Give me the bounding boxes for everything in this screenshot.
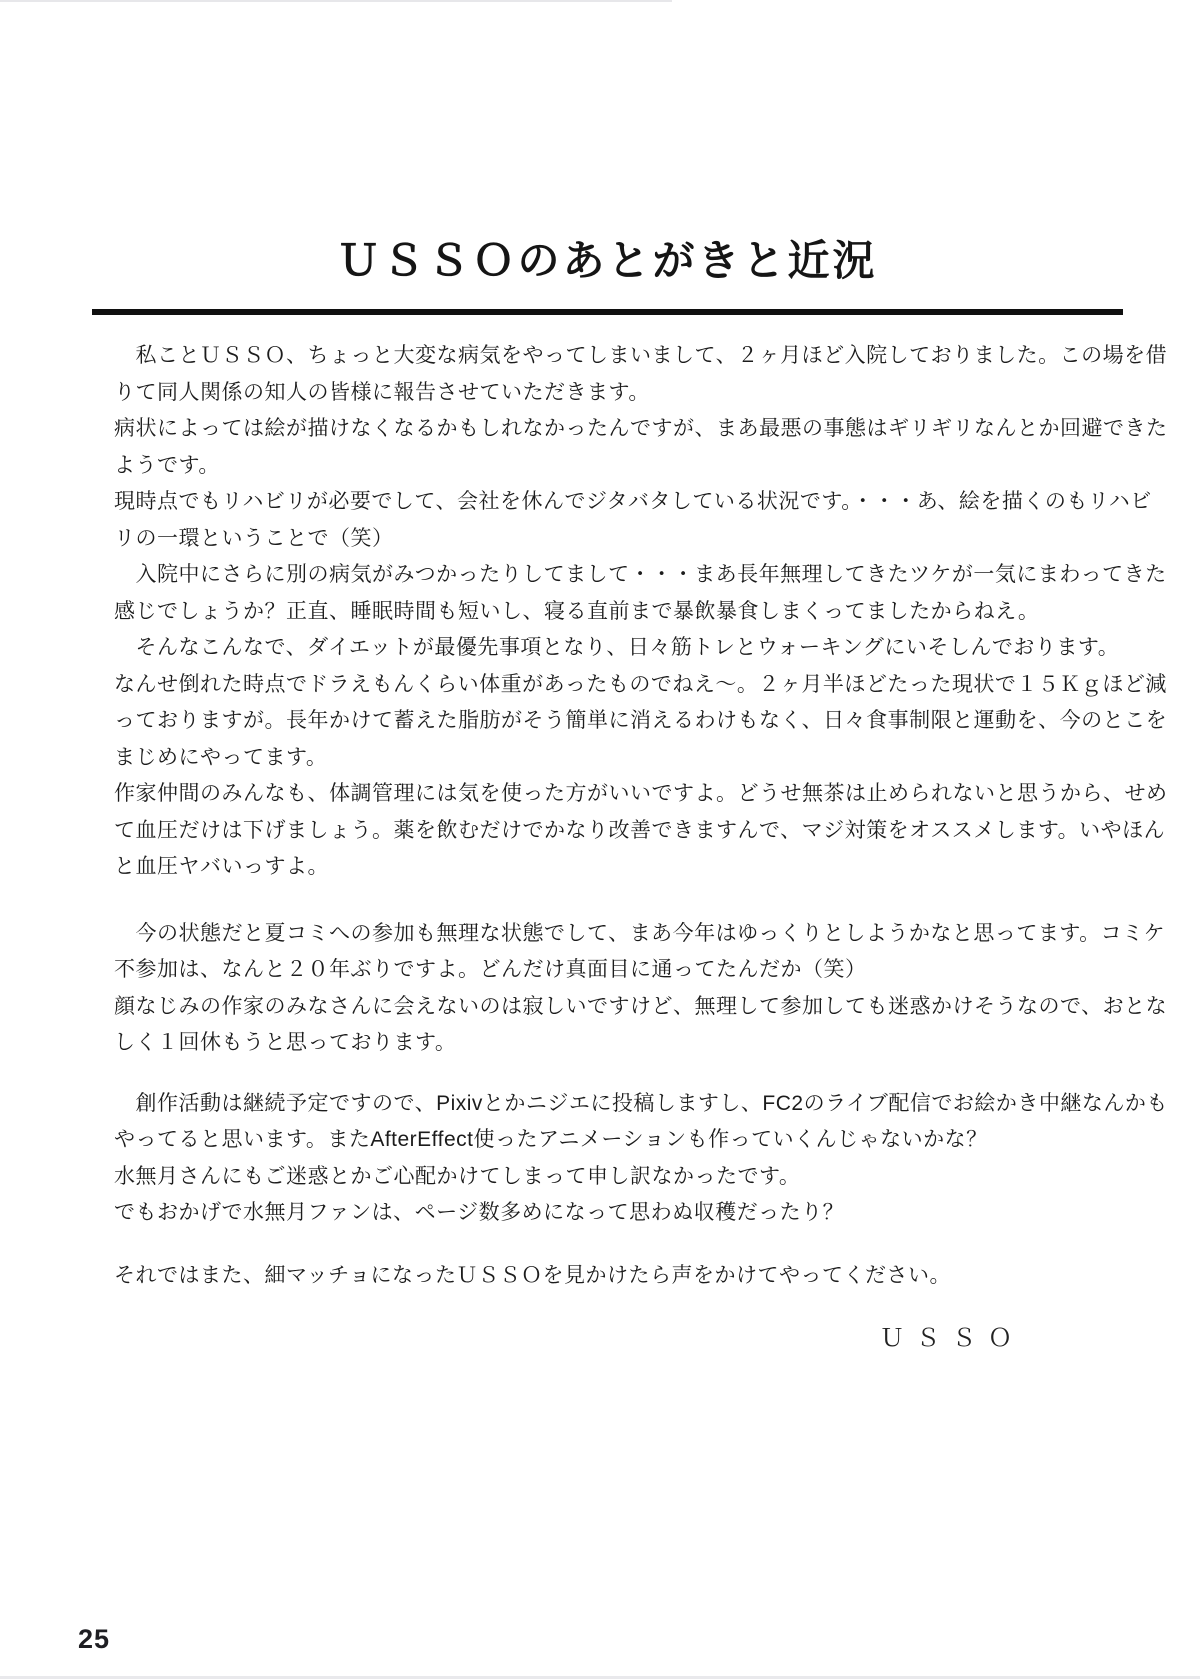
text-line: リの一環ということで（笑） [114, 526, 394, 550]
text-line: ようです。 [114, 453, 220, 477]
text-line: それではまた、細マッチョになったＵＳＳＯを見かけたら声をかけてやってください。 [114, 1263, 952, 1287]
scan-edge-top [0, 0, 672, 2]
text-line: 病状によっては絵が描けなくなるかもしれなかったんですが、まあ最悪の事態はギリギリなんとか回避できた [114, 417, 1168, 440]
text-line: 水無月さんにもご迷惑とかご心配かけてしまって申し訳なかったです。 [114, 1164, 801, 1188]
paragraph [114, 338, 1168, 886]
text-line: 入院中にさらに別の病気がみつかったりしてまして・・・まあ長年無理してきたツケが一気にまわってきた [114, 563, 1167, 586]
text-line: っておりますが。長年かけて蓄えた脂肪がそう簡単に消えるわけもなく、日々食事制限と運動を、今のとこを [114, 709, 1168, 732]
text-line: 感じでしょうか？正直、睡眠時間も短いし、寝る直前まで暴飲暴食しまくってましたからねえ。 [114, 599, 1040, 623]
text-line: 現時点でもリハビリが必要でして、会社を休んでジタバタしている状況です。・・・あ、絵を描くのもリハビ [114, 490, 1152, 513]
text-line: なんせ倒れた時点でドラえもんくらい体重があったものでねえ～。２ヶ月半ほどたった現状で１５Ｋｇほど減 [114, 672, 1167, 696]
paragraph [114, 916, 1168, 1062]
paragraph [114, 1086, 1168, 1232]
text-line: そんなこんなで、ダイエットが最優先事項となり、日々筋トレとウォーキングにいそしんでおります。 [114, 636, 1120, 659]
text-line: でもおかげで水無月ファンは、ページ数多めになって思わぬ収穫だったり？ [114, 1201, 845, 1224]
body-text [114, 338, 1168, 1294]
paragraph [114, 1258, 1114, 1295]
text-line: やってると思います。またAfterEffect使ったアニメーションも作っていくんじゃないかな？ [114, 1128, 988, 1151]
text-line: 今の状態だと夏コミへの参加も無理な状態でして、まあ今年はゆっくりとしようかなと思ってます。コミケ [114, 921, 1166, 945]
text-line: 私ことＵＳＳＯ、ちょっと大変な病気をやってしまいまして、２ヶ月ほど入院しておりました。この場を借 [114, 344, 1168, 367]
page-title: ＵＳＳＯのあとがきと近況 [337, 237, 878, 285]
author-signature: ＵＳＳＯ [880, 1325, 1024, 1352]
scan-edge-bottom [0, 1676, 1200, 1679]
title-divider-rule [92, 309, 1123, 315]
text-line: りて同人関係の知人の皆様に報告させていただきます。 [114, 380, 650, 404]
text-line: 顔なじみの作家のみなさんに会えないのは寂しいですけど、無理して参加しても迷惑かけそうなので、おとな [114, 994, 1168, 1018]
text-line: 創作活動は継続予定ですので、Pixivとかニジエに投稿しますし、FC2のライブ配信でお絵かき中継なんかも [114, 1091, 1168, 1115]
text-line: 作家仲間のみんなも、体調管理には気を使った方がいいですよ。どうせ無茶は止められないと思うから、せめ [114, 782, 1168, 805]
text-line: しく１回休もうと思っております。 [114, 1031, 457, 1054]
text-line: と血圧ヤバいっすよ。 [114, 855, 329, 878]
page-number: 25 [78, 1624, 111, 1654]
text-line: て血圧だけは下げましょう。薬を飲むだけでかなり改善できますんで、マジ対策をオススメします。いやほん [114, 818, 1166, 842]
text-line: まじめにやってます。 [114, 745, 328, 769]
text-line: 不参加は、なんと２０年ぶりですよ。どんだけ真面目に通ってたんだか（笑） [114, 958, 867, 981]
